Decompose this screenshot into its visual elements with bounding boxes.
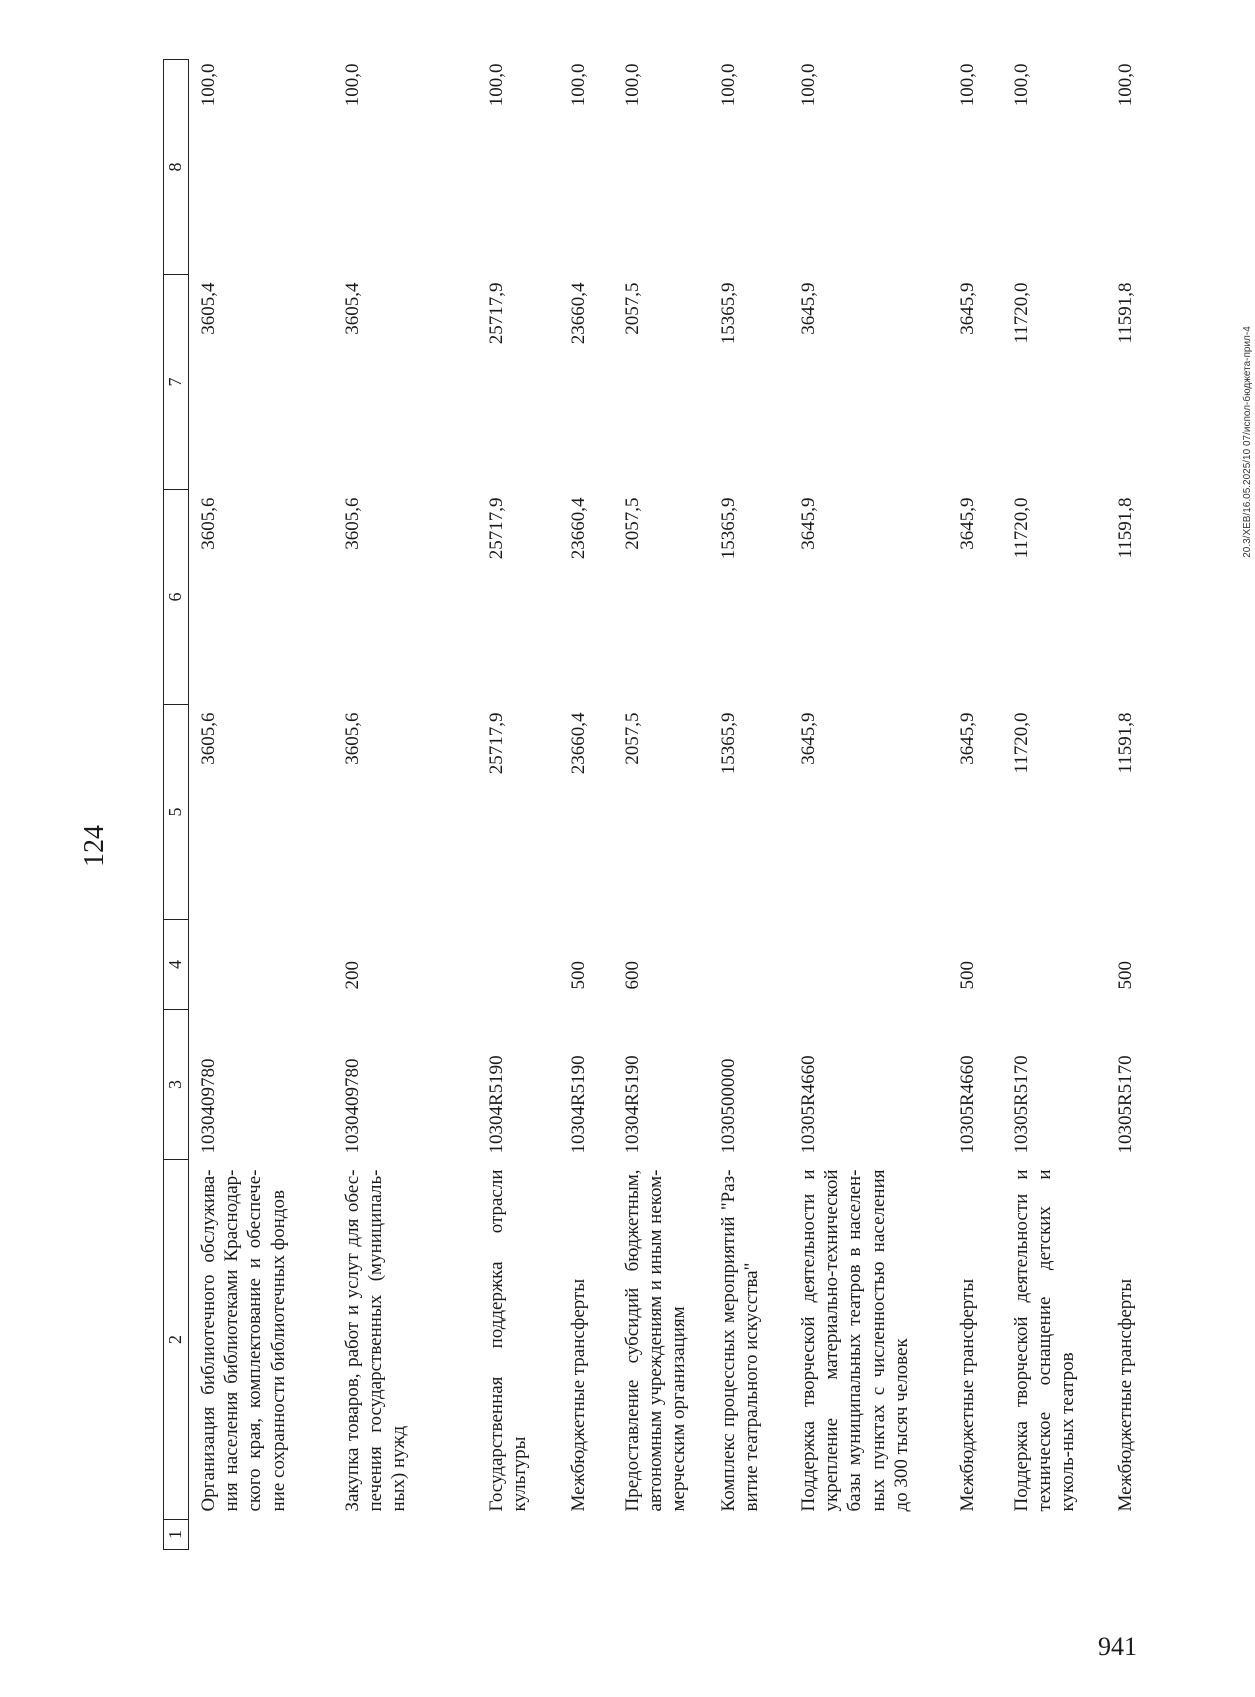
cell-col-1 bbox=[789, 1520, 948, 1550]
cell-col-6: 11591,8 bbox=[1115, 497, 1136, 559]
cell-code: 10305R5170 bbox=[1115, 1055, 1136, 1154]
table-row bbox=[948, 60, 1002, 1550]
table-row bbox=[477, 60, 559, 1550]
cell-description: Предоставление субсидий бюджетным, автономным учреждениям и иным неком-мерческим организациям bbox=[622, 1169, 690, 1512]
cell-col-8: 100,0 bbox=[957, 63, 978, 107]
cell-col-8: 100,0 bbox=[798, 63, 819, 107]
table-row bbox=[559, 60, 613, 1550]
cell-expense-type bbox=[477, 920, 559, 1010]
cell-col-7: 3645,9 bbox=[957, 282, 978, 335]
cell-col-7: 3645,9 bbox=[798, 282, 819, 335]
cell-expense-type: 200 bbox=[342, 961, 363, 990]
cell-expense-type bbox=[1002, 920, 1106, 1010]
cell-col-7: 15365,9 bbox=[718, 282, 739, 345]
cell-col-6: 3645,9 bbox=[957, 497, 978, 550]
cell-col-7: 3605,4 bbox=[342, 282, 363, 335]
cell-col-1 bbox=[613, 1520, 709, 1550]
cell-description: Закупка товаров, работ и услут для обес-печения государственных (муниципаль-ных) нужд bbox=[342, 1169, 410, 1512]
cell-col-1 bbox=[559, 1520, 613, 1550]
cell-expense-type: 600 bbox=[622, 961, 643, 990]
cell-col-8: 100,0 bbox=[1115, 63, 1136, 107]
budget-table-container bbox=[163, 60, 1136, 1550]
header-col-1: 1 bbox=[164, 1520, 189, 1550]
cell-code: 10304R5190 bbox=[486, 1055, 507, 1154]
table-row bbox=[709, 60, 789, 1550]
cell-col-8: 100,0 bbox=[718, 63, 739, 107]
page-number: 124 bbox=[79, 825, 110, 867]
cell-col-6: 15365,9 bbox=[718, 497, 739, 560]
cell-code: 10304R5190 bbox=[568, 1055, 589, 1154]
cell-code: 1030409780 bbox=[342, 1058, 363, 1154]
cell-col-7: 3605,4 bbox=[198, 282, 219, 335]
header-col-3: 3 bbox=[164, 1010, 189, 1160]
footer-code: 20.3/ХЕВ/16.05.2025/10 07/испол-бюджета-прил-4 bbox=[1242, 326, 1253, 558]
table-row bbox=[189, 60, 334, 1550]
cell-col-1 bbox=[189, 1520, 334, 1550]
cell-col-1 bbox=[477, 1520, 559, 1550]
cell-col-5: 3645,9 bbox=[957, 712, 978, 765]
budget-table bbox=[163, 59, 1160, 1550]
cell-code: 10305R5170 bbox=[1011, 1055, 1032, 1154]
cell-col-7: 11720,0 bbox=[1011, 282, 1032, 344]
cell-col-8: 100,0 bbox=[486, 63, 507, 107]
cell-col-8: 100,0 bbox=[1011, 63, 1032, 107]
cell-col-7: 11591,8 bbox=[1115, 282, 1136, 344]
cell-col-1 bbox=[1106, 1520, 1160, 1550]
cell-col-5: 3645,9 bbox=[798, 712, 819, 765]
cell-code: 1030500000 bbox=[718, 1058, 739, 1154]
cell-description: Государственная поддержка отрасли культуры bbox=[486, 1169, 531, 1512]
cell-col-5: 15365,9 bbox=[718, 712, 739, 775]
header-col-2: 2 bbox=[164, 1160, 189, 1520]
header-col-8: 8 bbox=[164, 60, 189, 275]
table-row bbox=[1002, 60, 1106, 1550]
cell-col-6: 2057,5 bbox=[622, 497, 643, 550]
cell-col-6: 3605,6 bbox=[198, 497, 219, 550]
cell-col-5: 3605,6 bbox=[198, 712, 219, 765]
cell-col-7: 2057,5 bbox=[622, 282, 643, 335]
cell-description: Организация библиотечного обслужива-ния населения библиотеками Краснодар-ского края, комплектование и обеспече-ние сохранности библиотечных фондов bbox=[198, 1169, 289, 1512]
table-row bbox=[613, 60, 709, 1550]
cell-expense-type: 500 bbox=[568, 961, 589, 990]
cell-col-5: 11720,0 bbox=[1011, 712, 1032, 774]
cell-expense-type: 500 bbox=[957, 961, 978, 990]
sheet-number: 941 bbox=[1098, 1632, 1137, 1661]
cell-col-1 bbox=[333, 1520, 477, 1550]
header-col-5: 5 bbox=[164, 705, 189, 920]
cell-col-1 bbox=[948, 1520, 1002, 1550]
cell-description: Комплекс процессных мероприятий "Раз-витие театрального искусства" bbox=[718, 1169, 763, 1512]
table-row bbox=[1106, 60, 1160, 1550]
cell-description: Межбюджетные трансферты bbox=[568, 1278, 589, 1512]
cell-col-5: 2057,5 bbox=[622, 712, 643, 765]
cell-expense-type: 500 bbox=[1115, 961, 1136, 990]
cell-col-5: 23660,4 bbox=[568, 712, 589, 775]
cell-col-7: 25717,9 bbox=[486, 282, 507, 345]
cell-col-8: 100,0 bbox=[568, 63, 589, 107]
cell-col-6: 3605,6 bbox=[342, 497, 363, 550]
cell-description: Поддержка творческой деятельности и техническое оснащение детских и куколь-ных театров bbox=[1011, 1169, 1079, 1512]
header-col-4: 4 bbox=[164, 920, 189, 1010]
cell-expense-type bbox=[189, 920, 334, 1010]
table-row bbox=[333, 60, 477, 1550]
cell-col-7: 23660,4 bbox=[568, 282, 589, 345]
cell-code: 1030409780 bbox=[198, 1058, 219, 1154]
cell-expense-type bbox=[789, 920, 948, 1010]
cell-code: 10304R5190 bbox=[622, 1055, 643, 1154]
cell-description: Поддержка творческой деятельности и укрепление материально-технической базы муниципальных театров в населен-ных пунктах с численностью населения до 300 тысяч человек bbox=[798, 1169, 912, 1512]
cell-expense-type bbox=[709, 920, 789, 1010]
cell-col-1 bbox=[1002, 1520, 1106, 1550]
cell-col-8: 100,0 bbox=[342, 63, 363, 107]
cell-col-5: 25717,9 bbox=[486, 712, 507, 775]
cell-description: Межбюджетные трансферты bbox=[957, 1278, 978, 1512]
cell-col-6: 3645,9 bbox=[798, 497, 819, 550]
header-col-6: 6 bbox=[164, 490, 189, 705]
cell-code: 10305R4660 bbox=[957, 1055, 978, 1154]
header-row bbox=[164, 60, 189, 1550]
cell-col-8: 100,0 bbox=[198, 63, 219, 107]
cell-col-6: 23660,4 bbox=[568, 497, 589, 560]
cell-col-1 bbox=[709, 1520, 789, 1550]
cell-col-8: 100,0 bbox=[622, 63, 643, 107]
cell-col-6: 11720,0 bbox=[1011, 497, 1032, 559]
table-row bbox=[789, 60, 948, 1550]
cell-col-5: 11591,8 bbox=[1115, 712, 1136, 774]
cell-description: Межбюджетные трансферты bbox=[1115, 1278, 1136, 1512]
cell-code: 10305R4660 bbox=[798, 1055, 819, 1154]
header-col-7: 7 bbox=[164, 275, 189, 490]
cell-col-6: 25717,9 bbox=[486, 497, 507, 560]
cell-col-5: 3605,6 bbox=[342, 712, 363, 765]
